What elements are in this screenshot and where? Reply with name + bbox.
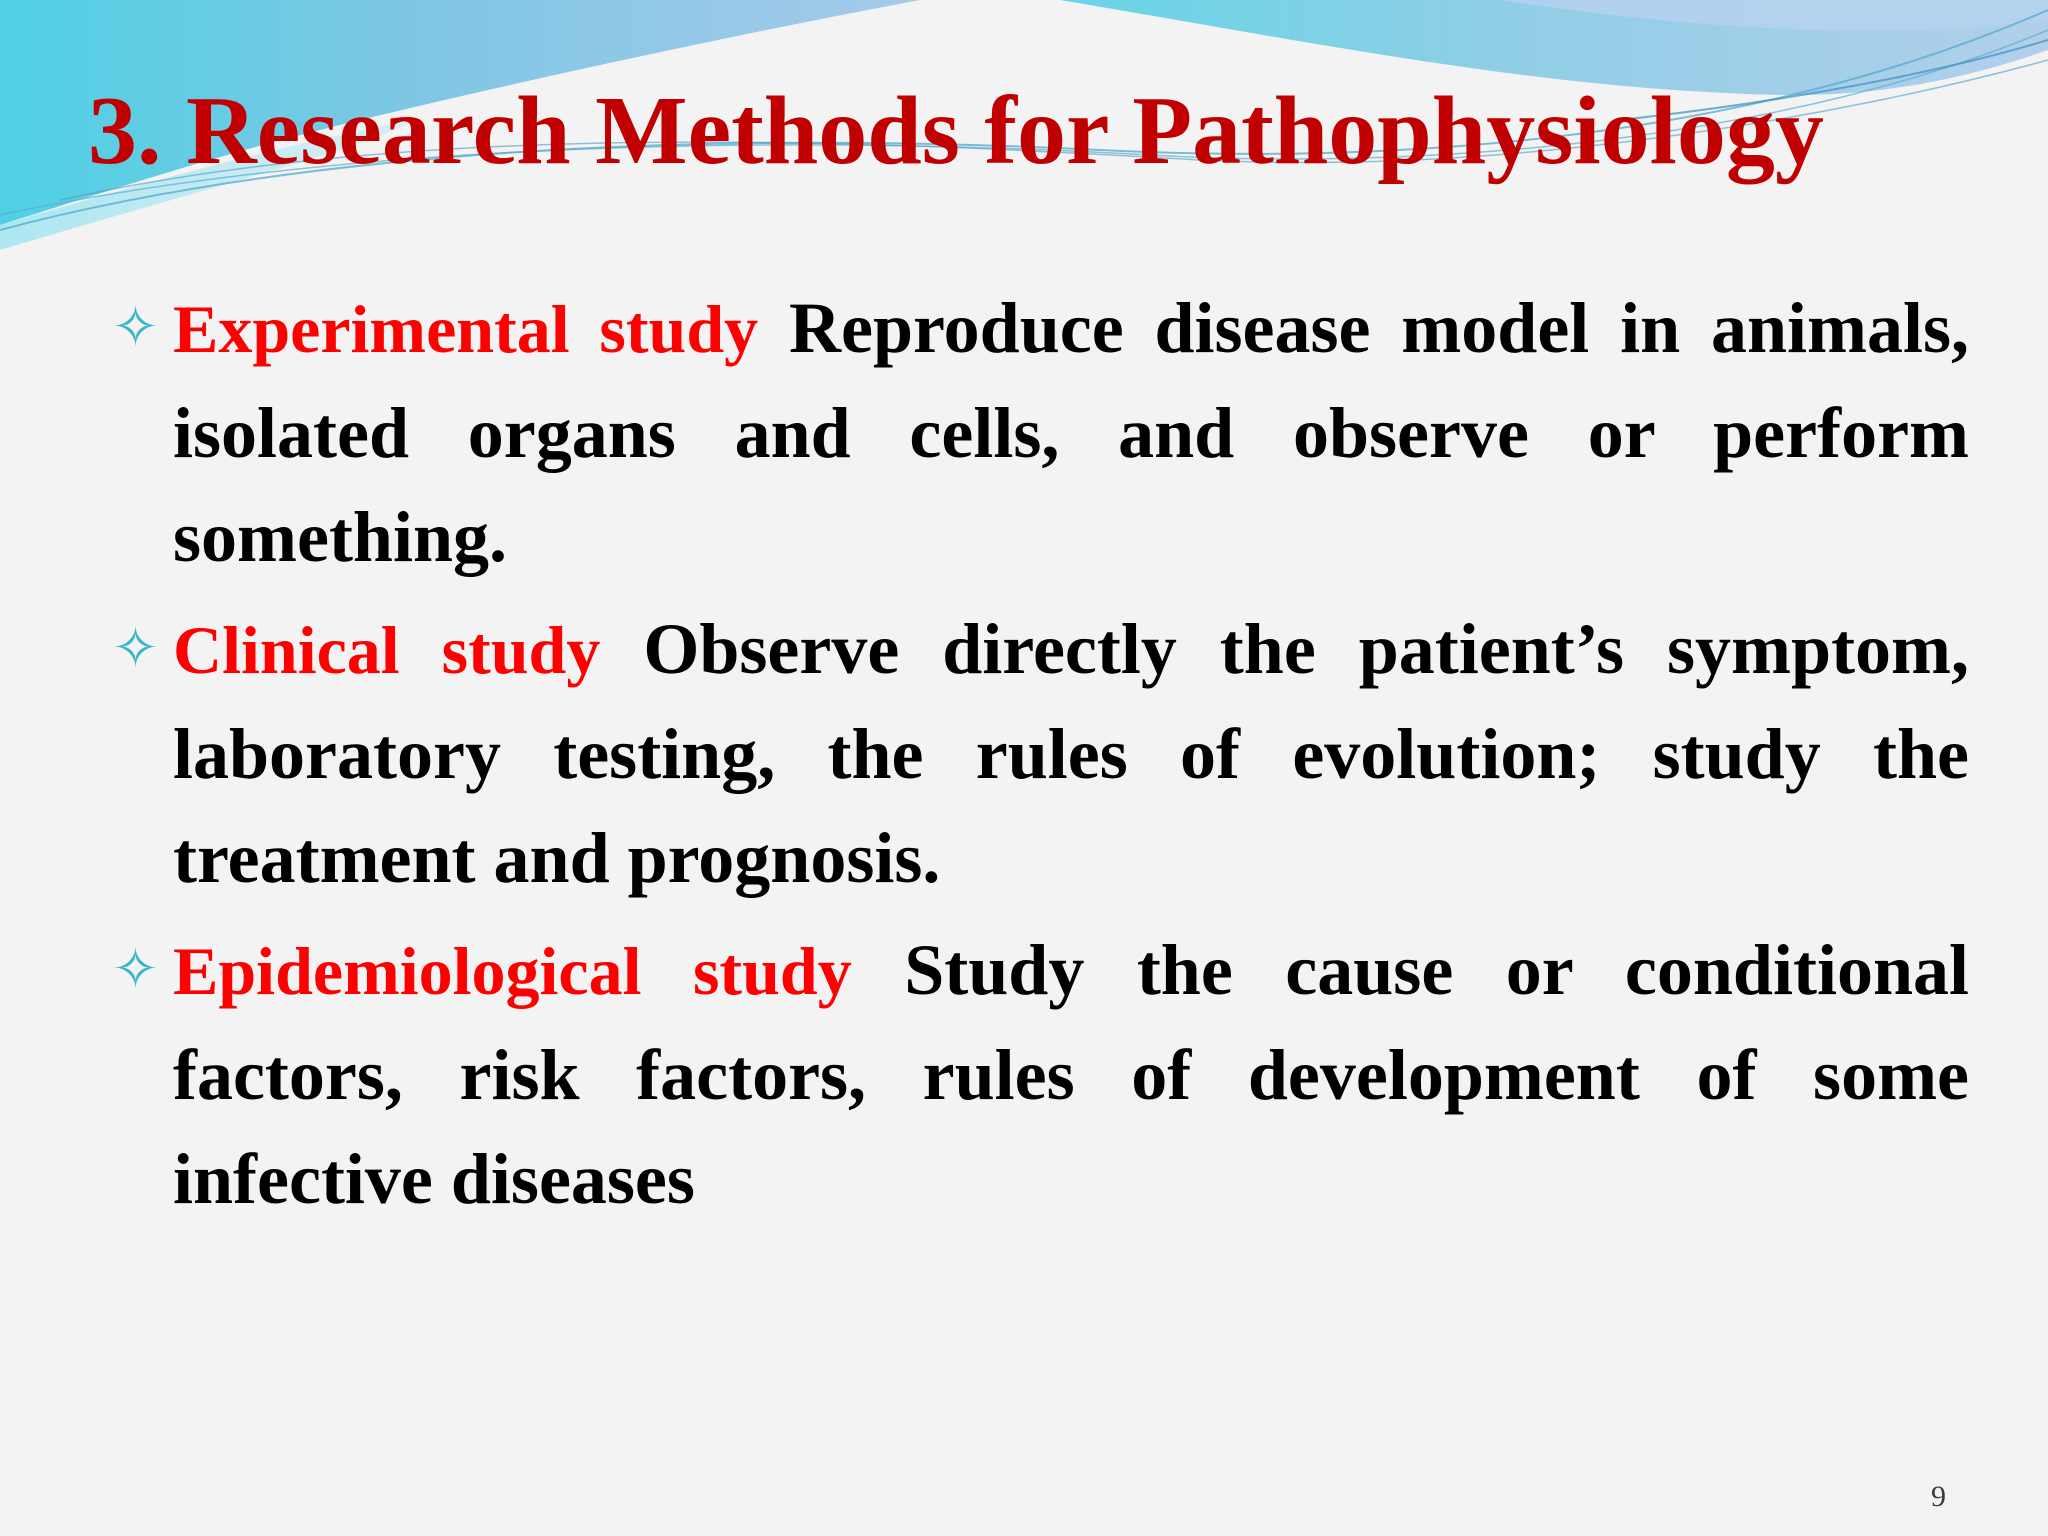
bullet-text: Observe directly the patient’s symptom, laboratory testing, the rules of evolution; study the treatment and prognosis.: [173, 609, 1970, 898]
slide-title: 3. Research Methods for Pathophysiology: [88, 77, 1824, 185]
bullet-term: Clinical study: [173, 612, 601, 688]
four-pointed-star-icon: ✧: [112, 937, 159, 1002]
bullet-list: [0, 276, 2048, 1239]
four-pointed-star-icon: ✧: [112, 295, 159, 360]
bullet-text: Reproduce disease model in animals, isolated organs and cells, and observe or perform something.: [173, 288, 1970, 577]
bullet-text: Study the cause or conditional factors, risk factors, rules of development of some infective diseases: [173, 930, 1969, 1219]
bullet-term: Epidemiological study: [173, 933, 852, 1009]
four-pointed-star-icon: ✧: [112, 616, 159, 681]
page-number: 9: [1931, 1480, 1946, 1513]
bullet-term: Experimental study: [173, 291, 759, 367]
bullet-experimental-study: [0, 276, 1969, 589]
bullet-clinical-study: [0, 597, 1969, 910]
bullet-epidemiological-study: [0, 918, 1969, 1231]
